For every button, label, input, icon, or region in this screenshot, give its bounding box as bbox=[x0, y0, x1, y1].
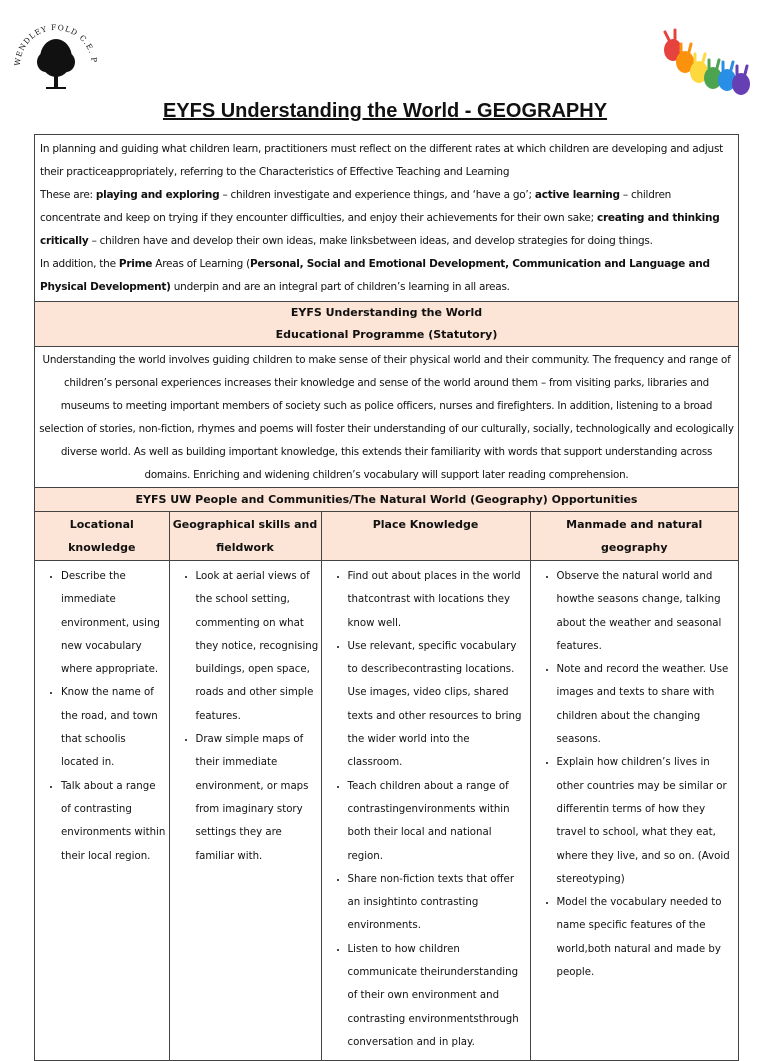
col-place bbox=[321, 561, 530, 1061]
list-item: • Use relevant, specific vocabulary to describecontrasting locations. Use images, video clips, shared texts and other resources to bring the wider world into the classroom. bbox=[348, 635, 528, 775]
list-item: • Model the vocabulary needed to name specific features of the world,both natural and made by people. bbox=[557, 891, 737, 984]
col-heading-locational: Locational knowledge bbox=[35, 512, 169, 561]
col-skills bbox=[169, 561, 321, 1061]
creating-thinking: creating and thinking critically bbox=[40, 212, 720, 247]
list-item: • Find out about places in the world thatcontrast with locations they know well. bbox=[348, 565, 528, 635]
handprints-logo bbox=[655, 28, 755, 108]
intro-text bbox=[35, 135, 738, 302]
page-title: EYFS Understanding the World - GEOGRAPHY bbox=[162, 100, 608, 122]
list-item: • Teach children about a range of contrastingenvironments within both their local and national region. bbox=[348, 775, 528, 868]
col-heading-place: Place Knowledge bbox=[321, 512, 530, 561]
school-logo bbox=[6, 10, 106, 110]
col-locational bbox=[35, 561, 169, 1061]
curriculum-table bbox=[34, 134, 739, 1061]
list-item: • Know the name of the road, and town that schoolis located in. bbox=[61, 681, 167, 774]
playing-exploring: playing and exploring bbox=[95, 189, 220, 201]
list-item: • Explain how children’s lives in other countries may be similar or differentin terms of how they travel to school, what they eat, where they live, and so on. (Avoid stereotyping) bbox=[557, 751, 737, 891]
programme-statement: Understanding the world involves guiding children to make sense of their physical world and their community. The frequency and range of children’s personal experiences increases their knowledge and sense of the world around them – from visiting parks, libraries and museums to meeting important members of society such as police officers, nurses and firefighters. In addition, listening to a broad selection of stories, non-fiction, rhymes and poems will foster their understanding of our culturally, socially, technologically and ecologically diverse world. As well as building important knowledge, this extends their familiarity with words that support understanding across domains. Enriching and widening children’s vocabulary will support later reading comprehension. bbox=[35, 347, 738, 488]
list-item: • Draw simple maps of their immediate environment, or maps from imaginary story settings they are familiar with. bbox=[196, 728, 319, 868]
opportunities-grid bbox=[35, 511, 738, 1060]
list-item: • Look at aerial views of the school setting, commenting on what they notice, recognising buildings, open space, roads and other simple features. bbox=[196, 565, 319, 728]
programme-heading: EYFS Understanding the World Educational Programme (Statutory) bbox=[35, 302, 738, 347]
intro-line1: In planning and guiding what children learn, practitioners must reflect on the different rates at which children are developing and adjust their practiceappropriately, referring to the Characteristics of Effective Teaching and Learning bbox=[40, 143, 724, 178]
svg-text:WENDLEY FOLD C.E. PRIMARY ACAD: WENDLEY FOLD C.E. P bbox=[12, 22, 99, 67]
list-item: • Talk about a range of contrasting environments within their local region. bbox=[61, 775, 167, 868]
list-item: • Describe the immediate environment, using new vocabulary where appropriate. bbox=[61, 565, 167, 681]
col-heading-skills: Geographical skills and fieldwork bbox=[169, 512, 321, 561]
col-manmade bbox=[530, 561, 738, 1061]
intro-characteristics: These are: playing and exploring – children investigate and experience things, and ‘have a go’; active learning – children concentrate and keep on trying if they encounter difficulties, and enjoy their achievements for their own sake; creating and thinking critically – children have and develop their own ideas, make linksbetween ideas, and develop strategies for doing things. bbox=[40, 189, 720, 247]
opportunities-heading: EYFS UW People and Communities/The Natural World (Geography) Opportunities bbox=[35, 488, 738, 511]
list-item: • Observe the natural world and howthe seasons change, talking about the weather and seasonal features. bbox=[557, 565, 737, 658]
intro-prime-areas: In addition, the Prime Areas of Learning (Personal, Social and Emotional Development, Communication and Language and Physical Development) underpin and are an integral part of children’s learning in all areas. bbox=[40, 258, 710, 293]
list-item: • Listen to how children communicate theirunderstanding of their own environment and contrasting environmentsthrough conversation and in play. bbox=[348, 938, 528, 1054]
col-heading-manmade: Manmade and natural geography bbox=[530, 512, 738, 561]
list-item: • Note and record the weather. Use images and texts to share with children about the changing seasons. bbox=[557, 658, 737, 751]
list-item: • Share non-fiction texts that offer an insightinto contrasting environments. bbox=[348, 868, 528, 938]
active-learning: active learning bbox=[534, 189, 620, 201]
